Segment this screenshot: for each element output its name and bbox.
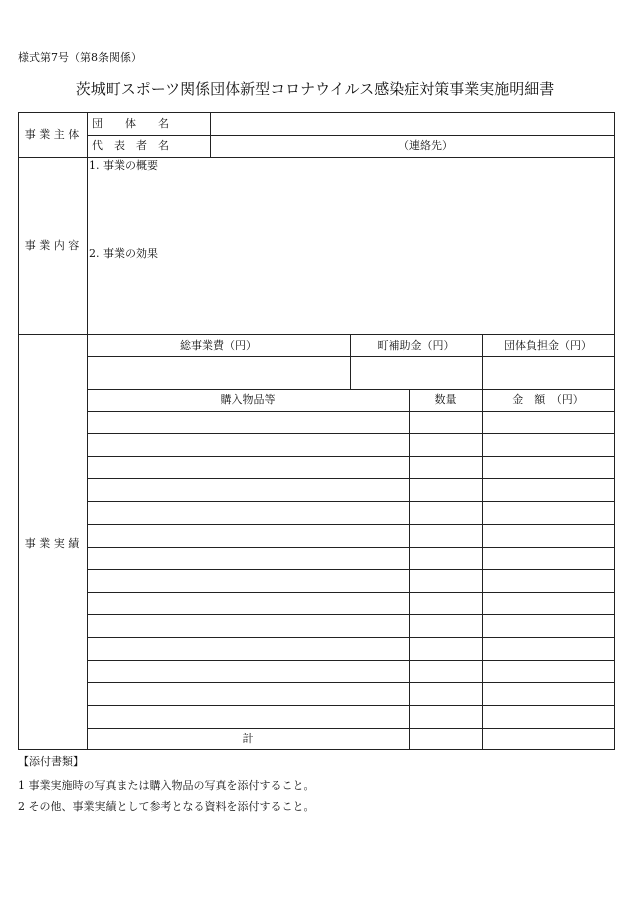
- grid-line: [482, 389, 483, 750]
- contact-label: （連絡先）: [398, 139, 453, 152]
- section-divider: [18, 157, 615, 158]
- grid-line: [409, 389, 410, 750]
- item-row-line: [87, 592, 615, 593]
- grid-line: [87, 411, 615, 412]
- table-right-border: [614, 112, 615, 750]
- org-share-header: 団体負担金（円）: [504, 339, 592, 352]
- grid-line: [210, 112, 211, 158]
- total-label: 計: [242, 732, 254, 745]
- attachments-heading: 【添付書類】: [18, 755, 84, 768]
- form-number: 様式第7号（第8条関係）: [18, 51, 142, 64]
- attachment-item-1: 1 事業実施時の写真または購入物品の写真を添付すること。: [18, 779, 315, 792]
- item-row-line: [87, 501, 615, 502]
- qty-header: 数量: [434, 393, 457, 406]
- item-row-line: [87, 614, 615, 615]
- item-row-line: [87, 547, 615, 548]
- section-label-content: 事 業 内 容: [24, 239, 80, 252]
- grid-line: [87, 356, 615, 357]
- town-subsidy-header: 町補助金（円）: [377, 339, 455, 352]
- total-cost-header: 総事業費（円）: [180, 339, 257, 352]
- section-divider: [18, 334, 615, 335]
- overview-label: 1. 事業の概要: [89, 159, 158, 172]
- table-bottom-border: [18, 749, 615, 750]
- grid-line: [87, 135, 615, 136]
- item-row-line: [87, 524, 615, 525]
- section-label-operator: 事 業 主 体: [24, 128, 80, 141]
- items-header: 購入物品等: [220, 393, 276, 406]
- rep-name-label: 代 表 者 名: [92, 139, 169, 152]
- table-top-border: [18, 112, 615, 113]
- item-row-line: [87, 569, 615, 570]
- item-row-line: [87, 433, 615, 434]
- item-row-line: [87, 478, 615, 479]
- org-name-label: 団 体 名: [92, 117, 169, 130]
- item-row-line: [87, 705, 615, 706]
- grid-line: [87, 389, 615, 390]
- item-row-line: [87, 456, 615, 457]
- attachment-item-2: 2 その他、事業実績として参考となる資料を添付すること。: [18, 800, 315, 813]
- label-column-divider: [87, 112, 88, 750]
- page-title: 茨城町スポーツ関係団体新型コロナウイルス感染症対策事業実施明細書: [75, 80, 555, 98]
- effect-label: 2. 事業の効果: [89, 247, 158, 260]
- item-row-line: [87, 728, 615, 729]
- amount-header: 金 額 （円）: [512, 393, 584, 406]
- item-row-line: [87, 637, 615, 638]
- section-label-results: 事 業 実 績: [24, 537, 80, 550]
- table-left-border: [18, 112, 19, 750]
- item-row-line: [87, 682, 615, 683]
- item-row-line: [87, 660, 615, 661]
